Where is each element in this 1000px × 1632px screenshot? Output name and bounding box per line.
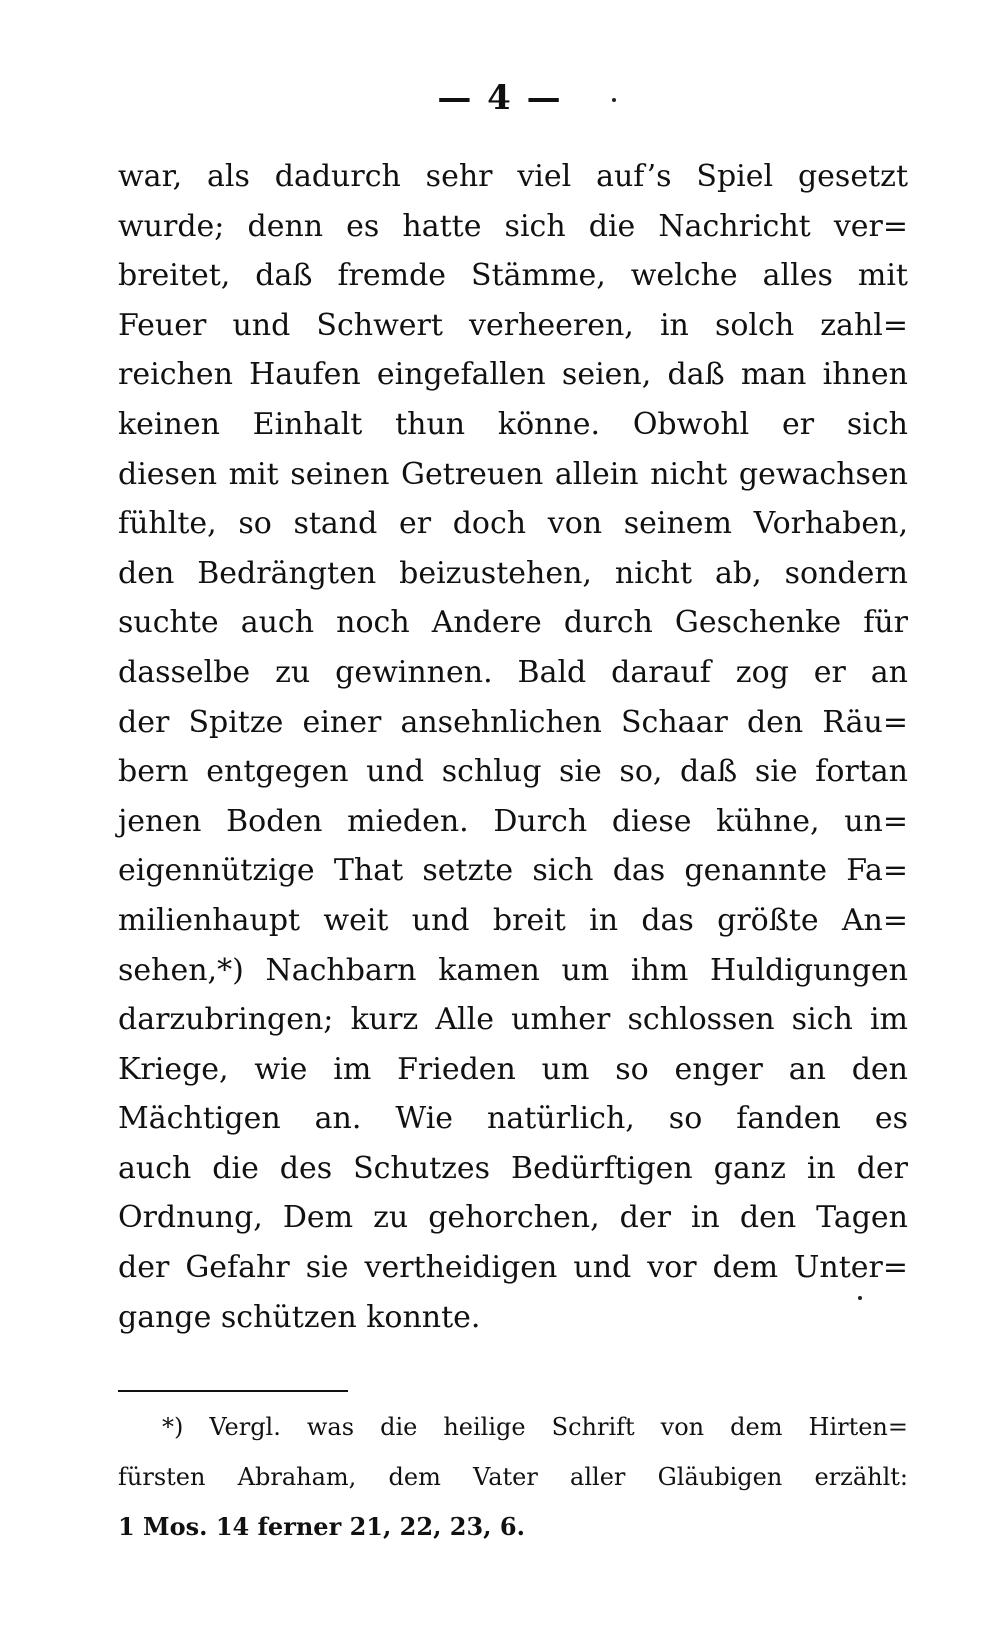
body-text [118,152,908,1342]
footnote-line: *) Vergl. was die heilige Schrift von dem Hirten= [162,1413,908,1441]
text-line: wurde; denn es hatte sich die Nachricht ver= [118,208,908,244]
text-line: den Bedrängten beizustehen, nicht ab, sondern [118,555,908,591]
footnote [118,1402,908,1552]
text-line: der Spitze einer ansehnlichen Schaar den Räu= [118,704,908,740]
footnote-line: fürsten Abraham, dem Vater aller Gläubigen erzählt: [118,1463,908,1491]
text-line: darzubringen; kurz Alle umher schlossen sich im [118,1002,908,1038]
text-line: Mächtigen an. Wie natürlich, so fanden es [118,1101,908,1137]
text-line: eigennützige That setzte sich das genannte Fa= [118,853,908,889]
text-line: sehen,*) Nachbarn kamen um ihm Huldigungen [118,952,908,988]
footnote-divider [118,1390,348,1392]
text-line: der Gefahr sie vertheidigen und vor dem Unter= [118,1250,908,1286]
page-number: — 4 — [437,78,563,118]
text-line: keinen Einhalt thun könne. Obwohl er sich [118,406,908,442]
text-line: jenen Boden mieden. Durch diese kühne, un= [118,803,908,839]
text-line: auch die des Schutzes Bedürftigen ganz in der [118,1150,908,1186]
text-line: gange schützen konnte. [118,1299,481,1335]
text-line: milienhaupt weit und breit in das größte An= [118,902,908,938]
text-line: Kriege, wie im Frieden um so enger an den [118,1051,908,1087]
text-line: dasselbe zu gewinnen. Bald darauf zog er an [118,654,908,690]
text-line: Feuer und Schwert verheeren, in solch zahl= [118,307,908,343]
print-speck [858,1296,862,1300]
text-line: fühlte, so stand er doch von seinem Vorhaben, [118,506,908,542]
text-line: war, als dadurch sehr viel auf’s Spiel gesetzt [118,159,908,194]
text-line: reichen Haufen eingefallen seien, daß man ihnen [118,357,908,393]
text-line: suchte auch noch Andere durch Geschenke für [118,605,908,641]
text-line: diesen mit seinen Getreuen allein nicht gewachsen [118,456,908,492]
text-line: breitet, daß fremde Stämme, welche alles mit [118,258,908,294]
text-line: bern entgegen und schlug sie so, daß sie fortan [118,754,908,790]
print-speck [612,98,616,102]
footnote-line: 1 Mos. 14 ferner 21, 22, 23, 6. [118,1512,525,1541]
text-line: Ordnung, Dem zu gehorchen, der in den Tagen [118,1200,908,1236]
